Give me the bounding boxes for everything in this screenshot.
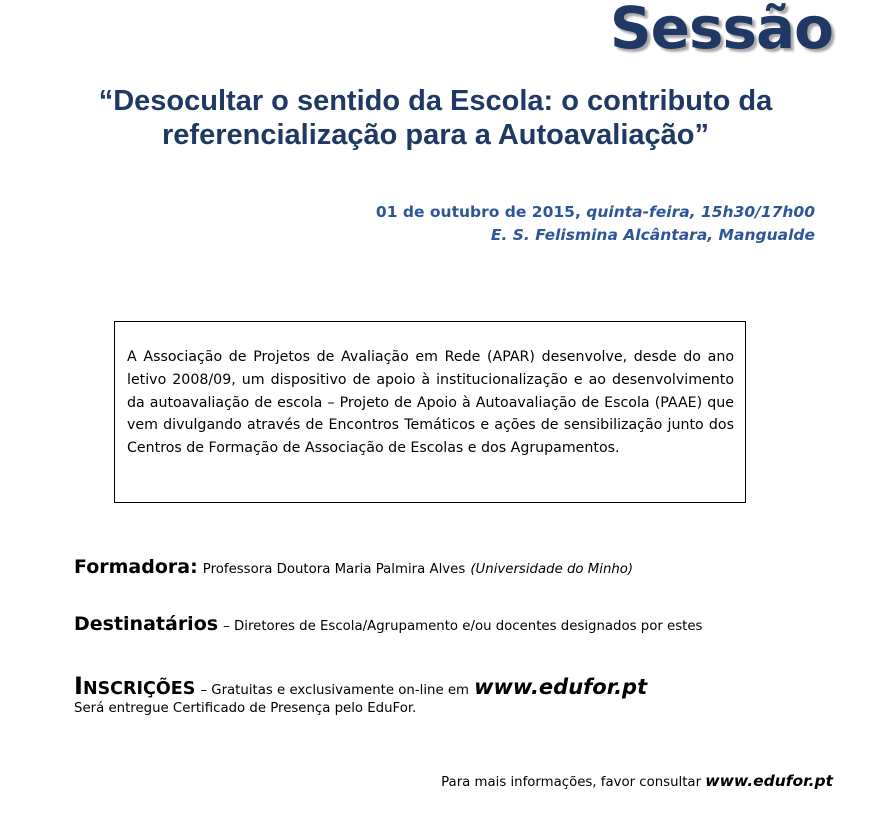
intro-box (114, 321, 746, 503)
footer (441, 772, 833, 790)
intro-text: A Associação de Projetos de Avaliação em Rede (APAR) desenvolve, desde do ano letivo 2008/09, um dispositivo de apoio à institucionalização e ao desenvolvimento da autoavaliação de escola – Projeto de Apoio à Autoavaliação de Escola (PAAE) que vem divulgando através de Encontros Temáticos e ações de sensibilização junto dos Centros de Formação de Associação de Escolas e dos Agrupamentos. (127, 349, 734, 457)
event-date-line (376, 201, 815, 224)
session-heading: Sessão (609, 0, 833, 62)
formadora-affiliation: (Universidade do Minho) (470, 562, 634, 577)
event-location: E. S. Felismina Alcântara, Mangualde (490, 226, 815, 244)
destinatarios-text: – Diretores de Escola/Agrupamento e/ou docentes designados por estes (223, 619, 703, 634)
formadora-row (74, 556, 633, 578)
destinatarios-row (74, 613, 702, 635)
title-line-1: “Desocultar o sentido da Escola: o contributo da (98, 85, 773, 117)
footer-text: Para mais informações, favor consultar (441, 775, 702, 790)
certificate-note: Será entregue Certificado de Presença pelo EduFor. (74, 701, 417, 716)
destinatarios-label: Destinatários (74, 613, 219, 635)
formadora-label: Formadora: (74, 556, 198, 578)
event-info (376, 201, 815, 247)
title-line-2: referencialização para a Autoavaliação” (162, 119, 709, 151)
session-title (0, 84, 871, 152)
event-weekday-time: quinta-feira, 15h30/17h00 (586, 203, 815, 221)
inscricoes-text: – Gratuitas e exclusivamente on-line em (200, 683, 469, 698)
inscricoes-link[interactable]: www.edufor.pt (474, 675, 648, 699)
inscricoes-row (74, 672, 647, 700)
formadora-name: Professora Doutora Maria Palmira Alves (202, 562, 466, 577)
inscricoes-label: INSCRIÇÕES (74, 672, 196, 700)
event-date: 01 de outubro de 2015, (375, 203, 581, 221)
footer-link[interactable]: www.edufor.pt (705, 772, 833, 790)
